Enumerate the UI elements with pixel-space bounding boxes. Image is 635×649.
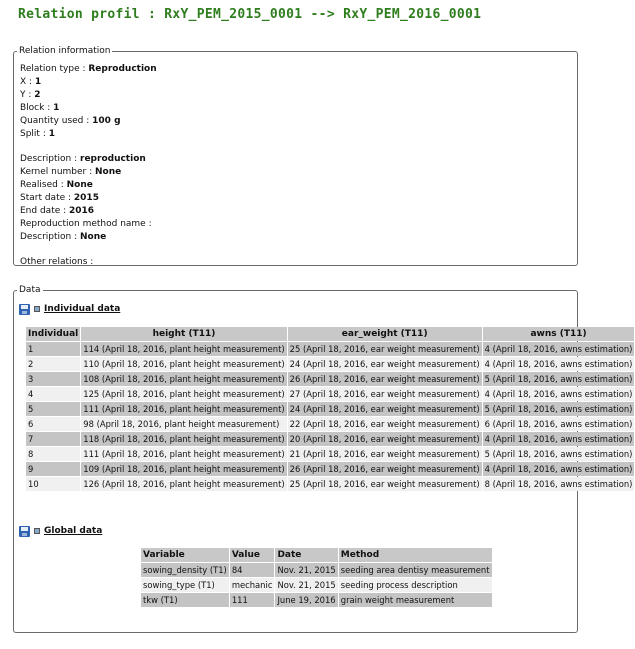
column-header: awns (T11) xyxy=(483,327,635,341)
table-cell: 1 xyxy=(26,342,80,356)
table-cell: 109 (April 18, 2016, plant height measurement) xyxy=(83,464,285,474)
table-header-row xyxy=(141,548,492,562)
table-cell: 26 (April 18, 2016, ear weight measurement) xyxy=(289,374,480,384)
table-cell: tkw (T1) xyxy=(141,593,229,607)
bullet-icon xyxy=(34,306,40,312)
table-row xyxy=(26,342,634,356)
table-cell: 8 xyxy=(26,447,80,461)
table-cell: 20 (April 18, 2016, ear weight measurement) xyxy=(289,434,480,444)
column-header: Date xyxy=(275,548,337,562)
table-cell: 108 (April 18, 2016, plant height measurement) xyxy=(83,374,285,384)
kernel-number-line: Kernel number : None xyxy=(20,167,122,177)
table-cell: 24 (April 18, 2016, ear weight measurement) xyxy=(289,404,480,414)
table-cell: 111 (April 18, 2016, plant height measurement) xyxy=(83,404,285,414)
table-cell: 114 (April 18, 2016, plant height measurement) xyxy=(83,344,285,354)
individual-data-header xyxy=(19,302,120,316)
column-header: Variable xyxy=(141,548,229,562)
table-row xyxy=(26,357,634,371)
table-cell: 6 (April 18, 2016, awns estimation) xyxy=(484,419,633,429)
table-cell: Nov. 21, 2015 xyxy=(277,580,336,590)
table-cell: 110 (April 18, 2016, plant height measurement) xyxy=(83,359,285,369)
start-date-line: Start date : 2015 xyxy=(20,193,99,203)
relation-information-legend: Relation information xyxy=(19,46,111,56)
data-legend: Data xyxy=(19,285,41,295)
table-header-row xyxy=(26,327,634,341)
bullet-icon xyxy=(34,528,40,534)
table-cell: 24 (April 18, 2016, ear weight measurement) xyxy=(289,359,480,369)
save-disk-icon[interactable] xyxy=(19,526,30,537)
table-row xyxy=(26,432,634,446)
table-cell: 21 (April 18, 2016, ear weight measurement) xyxy=(289,449,480,459)
table-cell: 4 xyxy=(26,387,80,401)
quantity-used-line: Quantity used : 100 g xyxy=(20,116,121,126)
table-cell: 25 (April 18, 2016, ear weight measurement) xyxy=(289,479,480,489)
table-row xyxy=(26,447,634,461)
x-line: X : 1 xyxy=(20,77,42,87)
table-cell: 126 (April 18, 2016, plant height measurement) xyxy=(83,479,285,489)
save-disk-icon[interactable] xyxy=(19,304,30,315)
table-row xyxy=(26,402,634,416)
table-cell: June 19, 2016 xyxy=(275,593,337,607)
method-description-line: Description : None xyxy=(20,232,107,242)
table-cell: 98 (April 18, 2016, plant height measurement) xyxy=(81,417,286,431)
table-cell: 27 (April 18, 2016, ear weight measurement) xyxy=(289,389,480,399)
column-header: Method xyxy=(339,548,492,562)
table-cell: 9 xyxy=(26,462,80,476)
table-cell: 25 (April 18, 2016, ear weight measurement) xyxy=(289,344,480,354)
table-cell: 5 xyxy=(26,402,80,416)
column-header: ear_weight (T11) xyxy=(288,327,482,341)
table-cell: 118 (April 18, 2016, plant height measurement) xyxy=(83,434,285,444)
table-row xyxy=(26,477,634,491)
description-line: Description : reproduction xyxy=(20,154,146,164)
table-cell: 111 xyxy=(230,593,275,607)
global-data-link[interactable]: Global data xyxy=(44,526,103,536)
relation-information-panel xyxy=(13,46,578,266)
table-cell: 4 (April 18, 2016, awns estimation) xyxy=(484,464,633,474)
table-cell: 2 xyxy=(26,357,80,371)
table-cell: 6 xyxy=(26,417,80,431)
table-cell: 7 xyxy=(26,432,80,446)
table-cell: sowing_density (T1) xyxy=(143,565,227,575)
table-cell: 4 (April 18, 2016, awns estimation) xyxy=(484,434,633,444)
table-row xyxy=(26,462,634,476)
table-cell: mechanic xyxy=(231,580,273,590)
table-cell: 5 (April 18, 2016, awns estimation) xyxy=(484,374,633,384)
table-cell: 4 (April 18, 2016, awns estimation) xyxy=(484,344,633,354)
table-cell: 5 (April 18, 2016, awns estimation) xyxy=(484,449,633,459)
table-cell: 4 (April 18, 2016, awns estimation) xyxy=(484,389,633,399)
end-date-line: End date : 2016 xyxy=(20,206,95,216)
individual-data-link[interactable]: Individual data xyxy=(44,304,121,314)
page-title: Relation profil : RxY_PEM_2015_0001 --> RxY_PEM_2016_0001 xyxy=(18,7,482,22)
table-cell: 26 (April 18, 2016, ear weight measurement) xyxy=(289,464,480,474)
table-cell: 4 (April 18, 2016, awns estimation) xyxy=(484,359,633,369)
table-cell: 125 (April 18, 2016, plant height measurement) xyxy=(83,389,285,399)
table-row xyxy=(26,372,634,386)
realised-line: Realised : None xyxy=(20,180,93,190)
y-line: Y : 2 xyxy=(20,90,41,100)
table-row xyxy=(141,563,492,577)
column-header: Value xyxy=(230,548,275,562)
table-cell: seeding process description xyxy=(339,578,492,592)
table-cell: 10 xyxy=(26,477,80,491)
individual-data-table xyxy=(25,326,635,492)
table-cell: 22 (April 18, 2016, ear weight measurement) xyxy=(289,419,480,429)
table-row xyxy=(141,593,492,607)
table-row xyxy=(141,578,492,592)
global-data-header xyxy=(19,524,102,538)
table-cell: 3 xyxy=(26,372,80,386)
table-cell: Nov. 21, 2015 xyxy=(277,565,336,575)
data-panel xyxy=(13,285,633,633)
table-cell: grain weight measurement xyxy=(339,593,492,607)
table-cell: 111 (April 18, 2016, plant height measurement) xyxy=(83,449,285,459)
other-relations-line: Other relations : xyxy=(20,257,94,267)
relation-type-line: Relation type : Reproduction xyxy=(20,64,157,74)
table-cell: seeding area dentisy measurement xyxy=(340,565,490,575)
table-row xyxy=(26,387,634,401)
table-cell: sowing_type (T1) xyxy=(141,578,229,592)
column-header: Individual xyxy=(28,329,79,339)
column-header: height (T11) xyxy=(81,327,286,341)
table-row xyxy=(26,417,634,431)
table-cell: 5 (April 18, 2016, awns estimation) xyxy=(484,404,633,414)
global-data-table xyxy=(140,547,493,608)
split-line: Split : 1 xyxy=(20,129,55,139)
table-cell: 84 xyxy=(230,563,275,577)
table-cell: 8 (April 18, 2016, awns estimation) xyxy=(484,479,633,489)
block-line: Block : 1 xyxy=(20,103,60,113)
reproduction-method-line: Reproduction method name : xyxy=(20,219,152,229)
